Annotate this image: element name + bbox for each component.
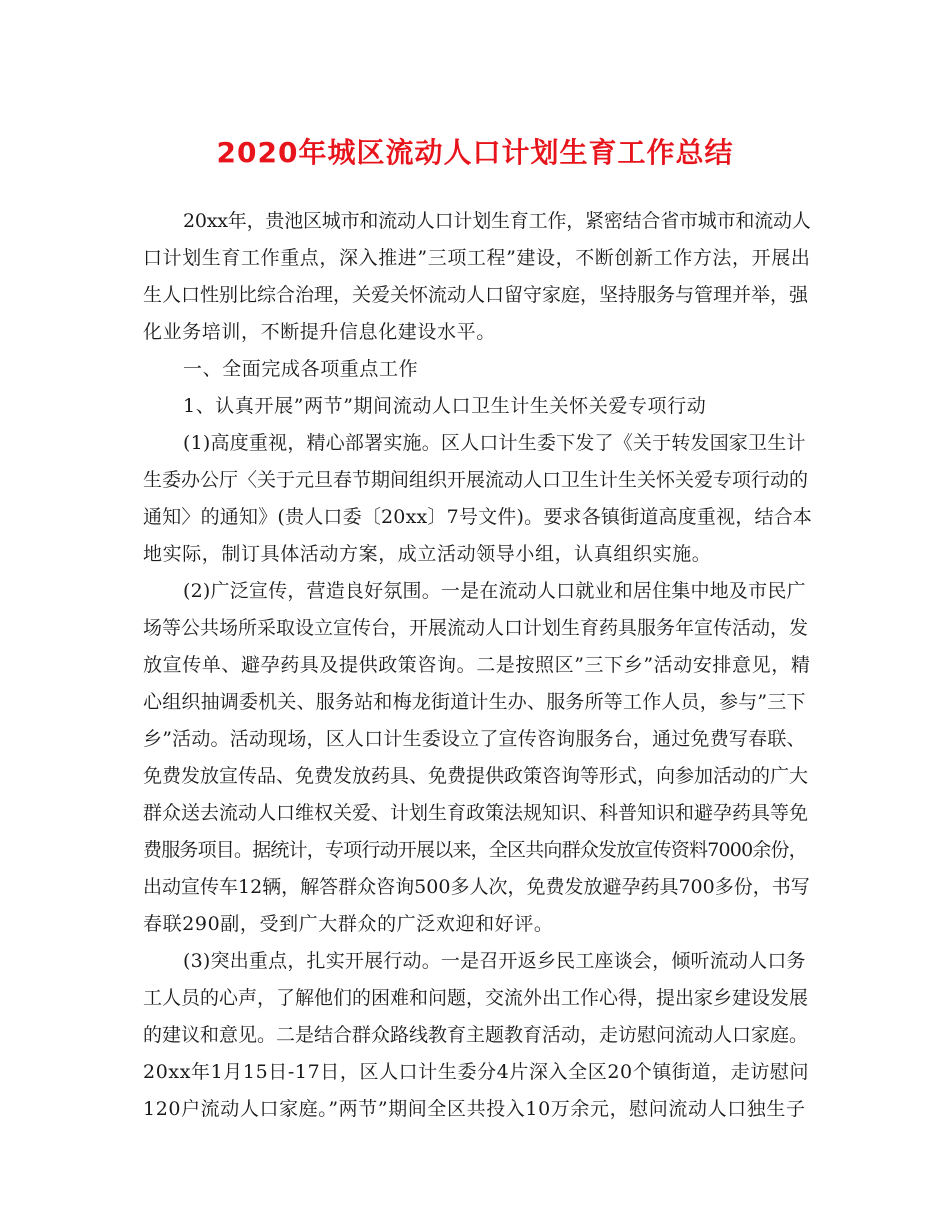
text-line: 放宣传单、避孕药具及提供政策咨询。二是按照区”三下乡”活动安排意见，精 bbox=[143, 654, 811, 676]
text-line: (2)广泛宣传，营造良好氛围。一是在流动人口就业和居住集中地及市民广 bbox=[183, 580, 806, 602]
text-line: 免费发放宣传品、免费发放药具、免费提供政策咨询等形式，向参加活动的广大 bbox=[143, 765, 809, 787]
text-line: 120户流动人口家庭。”两节”期间全区共投入10万余元，慰问流动人口独生子 bbox=[143, 1098, 806, 1120]
text-line: 心组织抽调委机关、服务站和梅龙街道计生办、服务所等工作人员，参与”三下 bbox=[143, 691, 806, 713]
text-line: 20xx年，贵池区城市和流动人口计划生育工作，紧密结合省市城市和流动人 bbox=[183, 210, 811, 232]
text-line: 生委办公厅〈关于元旦春节期间组织开展流动人口卫生计生关怀关爱专项行动的 bbox=[143, 469, 809, 491]
text-line: 20xx年1月15日-17日，区人口计生委分4片深入全区20个镇街道，走访慰问 bbox=[143, 1061, 810, 1083]
text-line: 生人口性别比综合治理，关爱关怀流动人口留守家庭，坚持服务与管理并举，强 bbox=[143, 284, 809, 306]
subsection-heading: 1、认真开展”两节”期间流动人口卫生计生关怀关爱专项行动 bbox=[183, 395, 707, 417]
text-line: 的建议和意见。二是结合群众路线教育主题教育活动，走访慰问流动人口家庭。 bbox=[143, 1024, 809, 1046]
text-line: 出动宣传车12辆，解答群众咨询500多人次，免费发放避孕药具700多份，书写 bbox=[143, 876, 810, 898]
section-heading: 一、全面完成各项重点工作 bbox=[183, 358, 419, 380]
text-line: (3)突出重点，扎实开展行动。一是召开返乡民工座谈会，倾听流动人口务 bbox=[183, 950, 806, 972]
text-line: 春联290副，受到广大群众的广泛欢迎和好评。 bbox=[143, 913, 554, 935]
text-line: 费服务项目。据统计，专项行动开展以来，全区共向群众发放宣传资料7000余份， bbox=[143, 839, 807, 861]
text-line: 群众送去流动人口维权关爱、计划生育政策法规知识、科普知识和避孕药具等免 bbox=[143, 802, 809, 824]
text-line: 工人员的心声，了解他们的困难和问题，交流外出工作心得，提出家乡建设发展 bbox=[143, 987, 809, 1009]
text-line: 乡”活动。活动现场，区人口计生委设立了宣传咨询服务台，通过免费写春联、 bbox=[143, 728, 806, 750]
text-line: 地实际，制订具体活动方案，成立活动领导小组，认真组织实施。 bbox=[143, 543, 712, 565]
text-line: (1)高度重视，精心部署实施。区人口计生委下发了《关于转发国家卫生计 bbox=[183, 432, 806, 454]
text-line: 口计划生育工作重点，深入推进”三项工程”建设，不断创新工作方法，开展出 bbox=[143, 247, 811, 269]
document-title: 2020年城区流动人口计划生育工作总结 bbox=[216, 136, 734, 169]
text-line: 化业务培训，不断提升信息化建设水平。 bbox=[143, 321, 496, 343]
text-line: 场等公共场所采取设立宣传台，开展流动人口计划生育药具服务年宣传活动，发 bbox=[143, 617, 809, 639]
text-line: 通知〉的通知》(贵人口委〔20xx〕7号文件)。要求各镇街道高度重视，结合本 bbox=[143, 506, 813, 528]
